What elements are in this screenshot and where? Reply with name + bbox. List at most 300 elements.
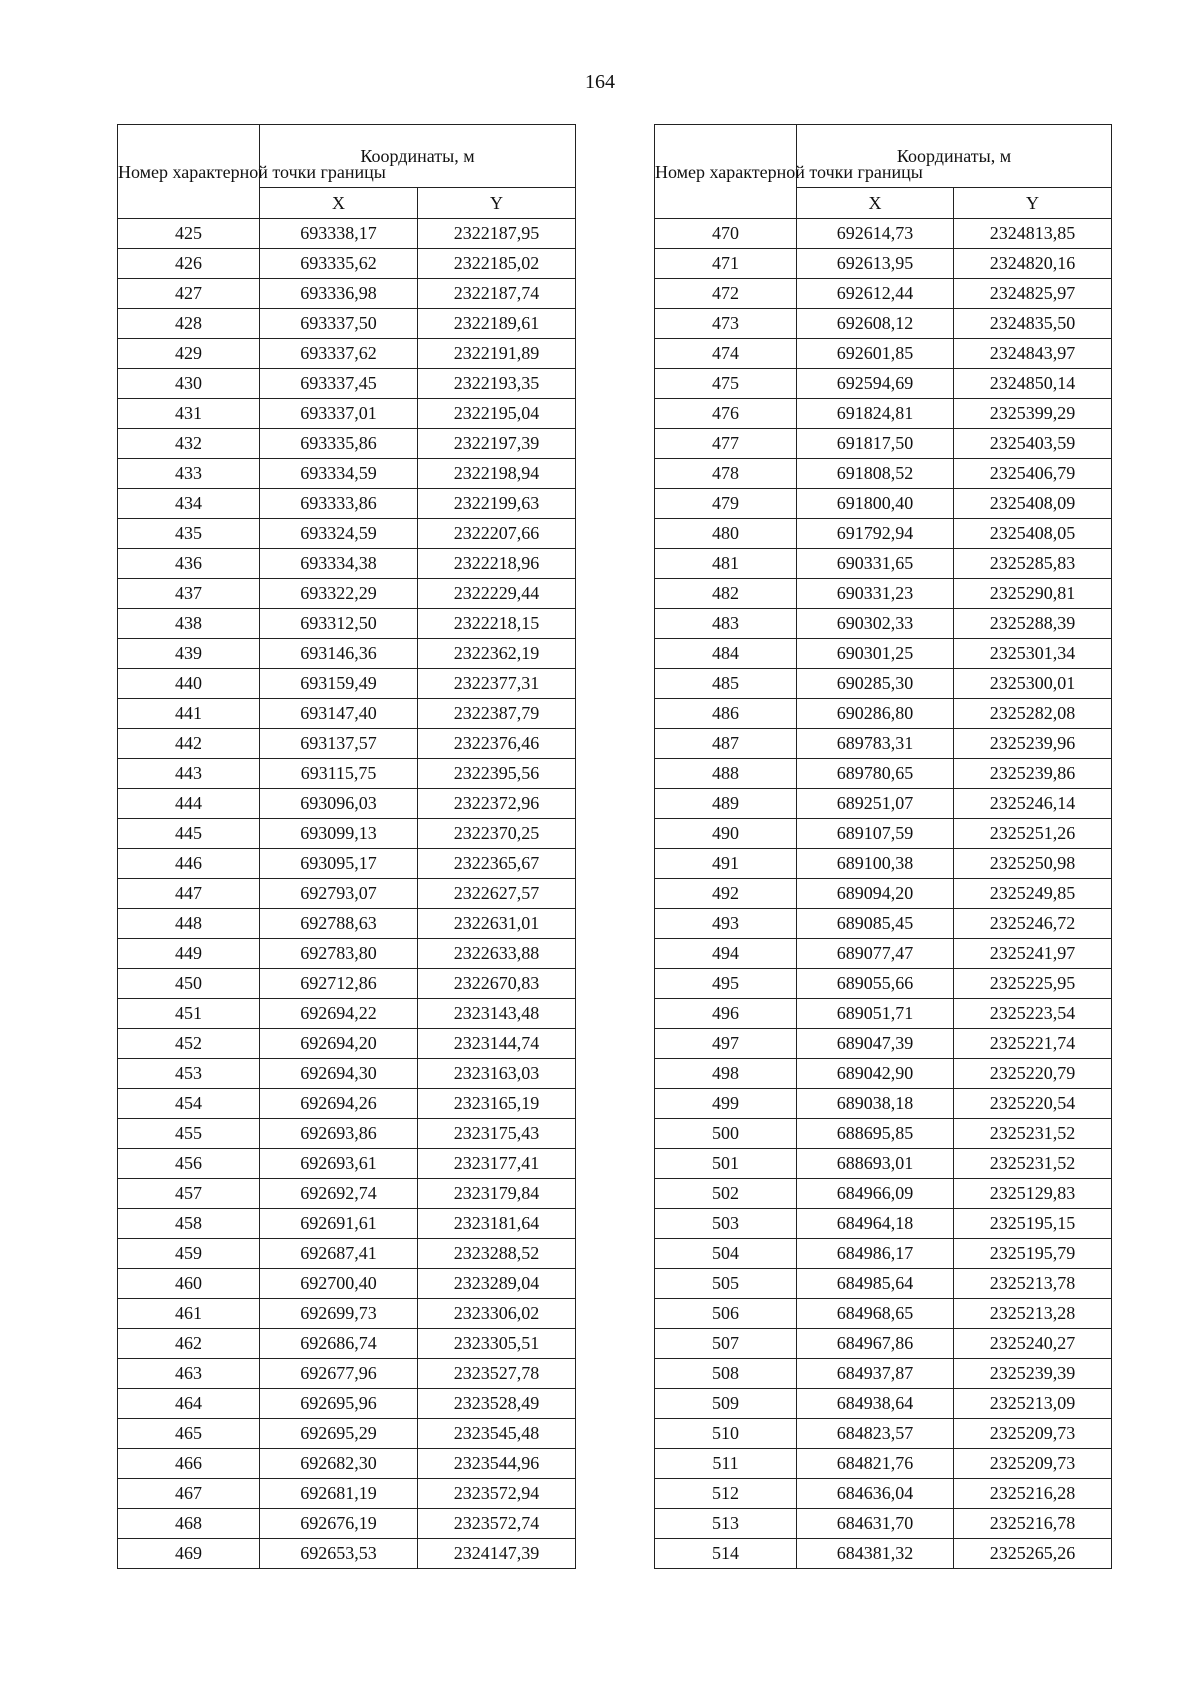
y-coordinate-cell: 2323288,52 [418, 1239, 576, 1269]
point-number-cell: 459 [118, 1239, 260, 1269]
point-number-cell: 475 [655, 369, 797, 399]
table-row [655, 1359, 1112, 1389]
table-row [655, 1329, 1112, 1359]
table-row [655, 339, 1112, 369]
x-coordinate-cell: 693115,75 [260, 759, 418, 789]
x-coordinate-cell: 690301,25 [797, 639, 954, 669]
point-number-cell: 428 [118, 309, 260, 339]
point-number-cell: 446 [118, 849, 260, 879]
y-coordinate-cell: 2325231,52 [954, 1149, 1112, 1179]
point-number-cell: 434 [118, 489, 260, 519]
y-coordinate-cell: 2322395,56 [418, 759, 576, 789]
y-coordinate-cell: 2322187,74 [418, 279, 576, 309]
point-number-cell: 500 [655, 1119, 797, 1149]
x-coordinate-cell: 693338,17 [260, 219, 418, 249]
x-coordinate-cell: 692677,96 [260, 1359, 418, 1389]
table-row [655, 1089, 1112, 1119]
x-coordinate-cell: 692687,41 [260, 1239, 418, 1269]
point-number-cell: 453 [118, 1059, 260, 1089]
y-coordinate-cell: 2325246,72 [954, 909, 1112, 939]
x-coordinate-cell: 693334,38 [260, 549, 418, 579]
table-row [655, 429, 1112, 459]
point-number-cell: 440 [118, 669, 260, 699]
y-coordinate-cell: 2325288,39 [954, 609, 1112, 639]
point-number-cell: 447 [118, 879, 260, 909]
y-coordinate-cell: 2324843,97 [954, 339, 1112, 369]
x-coordinate-cell: 693335,62 [260, 249, 418, 279]
x-coordinate-cell: 691808,52 [797, 459, 954, 489]
y-coordinate-cell: 2322387,79 [418, 699, 576, 729]
x-coordinate-cell: 690285,30 [797, 669, 954, 699]
x-coordinate-cell: 691817,50 [797, 429, 954, 459]
table-row [655, 1299, 1112, 1329]
x-coordinate-cell: 689107,59 [797, 819, 954, 849]
point-number-cell: 425 [118, 219, 260, 249]
point-number-cell: 471 [655, 249, 797, 279]
y-coordinate-cell: 2325195,79 [954, 1239, 1112, 1269]
point-number-cell: 513 [655, 1509, 797, 1539]
point-number-cell: 462 [118, 1329, 260, 1359]
y-coordinate-cell: 2324835,50 [954, 309, 1112, 339]
table-row [118, 1509, 576, 1539]
y-coordinate-cell: 2323527,78 [418, 1359, 576, 1389]
point-number-cell: 442 [118, 729, 260, 759]
x-coordinate-cell: 692601,85 [797, 339, 954, 369]
table-row [118, 849, 576, 879]
x-coordinate-cell: 684823,57 [797, 1419, 954, 1449]
table-row [118, 639, 576, 669]
x-coordinate-cell: 689251,07 [797, 789, 954, 819]
point-number-cell: 464 [118, 1389, 260, 1419]
y-coordinate-cell: 2322187,95 [418, 219, 576, 249]
point-number-cell: 468 [118, 1509, 260, 1539]
table-row [118, 609, 576, 639]
x-coordinate-cell: 684967,86 [797, 1329, 954, 1359]
point-number-cell: 467 [118, 1479, 260, 1509]
table-row [655, 1509, 1112, 1539]
x-coordinate-cell: 692614,73 [797, 219, 954, 249]
point-number-cell: 480 [655, 519, 797, 549]
y-coordinate-cell: 2325195,15 [954, 1209, 1112, 1239]
x-coordinate-cell: 693096,03 [260, 789, 418, 819]
x-coordinate-cell: 689085,45 [797, 909, 954, 939]
table-row [118, 1029, 576, 1059]
point-number-cell: 457 [118, 1179, 260, 1209]
point-number-cell: 432 [118, 429, 260, 459]
table-row [655, 309, 1112, 339]
table-row [118, 699, 576, 729]
x-coordinate-cell: 693337,62 [260, 339, 418, 369]
x-coordinate-cell: 689783,31 [797, 729, 954, 759]
y-coordinate-cell: 2325408,05 [954, 519, 1112, 549]
y-coordinate-cell: 2323181,64 [418, 1209, 576, 1239]
table-row [118, 369, 576, 399]
table-row [118, 309, 576, 339]
y-coordinate-cell: 2322207,66 [418, 519, 576, 549]
point-number-cell: 445 [118, 819, 260, 849]
y-coordinate-cell: 2323163,03 [418, 1059, 576, 1089]
y-coordinate-cell: 2322195,04 [418, 399, 576, 429]
table-row [655, 999, 1112, 1029]
point-number-cell: 508 [655, 1359, 797, 1389]
table-row [655, 789, 1112, 819]
y-coordinate-cell: 2322362,19 [418, 639, 576, 669]
x-coordinate-cell: 692681,19 [260, 1479, 418, 1509]
point-number-cell: 512 [655, 1479, 797, 1509]
table-row [655, 849, 1112, 879]
point-number-cell: 487 [655, 729, 797, 759]
table-row [655, 1539, 1112, 1569]
point-number-cell: 483 [655, 609, 797, 639]
y-coordinate-cell: 2325213,28 [954, 1299, 1112, 1329]
x-coordinate-cell: 684966,09 [797, 1179, 954, 1209]
x-coordinate-cell: 689094,20 [797, 879, 954, 909]
point-number-cell: 466 [118, 1449, 260, 1479]
x-coordinate-cell: 691800,40 [797, 489, 954, 519]
x-coordinate-cell: 689055,66 [797, 969, 954, 999]
y-coordinate-cell: 2322218,96 [418, 549, 576, 579]
table-row [118, 579, 576, 609]
y-coordinate-cell: 2325399,29 [954, 399, 1112, 429]
page-number: 164 [585, 71, 615, 93]
table-body-right [655, 219, 1112, 1569]
header-x: X [797, 188, 954, 219]
point-number-cell: 441 [118, 699, 260, 729]
x-coordinate-cell: 693324,59 [260, 519, 418, 549]
table-row [655, 969, 1112, 999]
table-row [118, 1299, 576, 1329]
point-number-cell: 477 [655, 429, 797, 459]
x-coordinate-cell: 690286,80 [797, 699, 954, 729]
table-row [655, 399, 1112, 429]
x-coordinate-cell: 684631,70 [797, 1509, 954, 1539]
point-number-cell: 454 [118, 1089, 260, 1119]
table-row [118, 1209, 576, 1239]
y-coordinate-cell: 2325251,26 [954, 819, 1112, 849]
y-coordinate-cell: 2325129,83 [954, 1179, 1112, 1209]
x-coordinate-cell: 690331,23 [797, 579, 954, 609]
y-coordinate-cell: 2325221,74 [954, 1029, 1112, 1059]
x-coordinate-cell: 689038,18 [797, 1089, 954, 1119]
point-number-cell: 497 [655, 1029, 797, 1059]
x-coordinate-cell: 693322,29 [260, 579, 418, 609]
table-row [118, 399, 576, 429]
point-number-cell: 506 [655, 1299, 797, 1329]
y-coordinate-cell: 2325225,95 [954, 969, 1112, 999]
x-coordinate-cell: 692700,40 [260, 1269, 418, 1299]
header-coordinates: Координаты, м [260, 125, 576, 188]
point-number-cell: 449 [118, 939, 260, 969]
header-coordinates: Координаты, м [797, 125, 1112, 188]
y-coordinate-cell: 2325241,97 [954, 939, 1112, 969]
point-number-cell: 470 [655, 219, 797, 249]
x-coordinate-cell: 692594,69 [797, 369, 954, 399]
table-row [118, 429, 576, 459]
x-coordinate-cell: 693333,86 [260, 489, 418, 519]
point-number-cell: 439 [118, 639, 260, 669]
table-row [118, 1269, 576, 1299]
table-row [118, 729, 576, 759]
point-number-cell: 496 [655, 999, 797, 1029]
table-row [118, 489, 576, 519]
table-row [118, 1059, 576, 1089]
x-coordinate-cell: 689051,71 [797, 999, 954, 1029]
x-coordinate-cell: 692612,44 [797, 279, 954, 309]
point-number-cell: 476 [655, 399, 797, 429]
table-row [118, 219, 576, 249]
y-coordinate-cell: 2325239,86 [954, 759, 1112, 789]
x-coordinate-cell: 688695,85 [797, 1119, 954, 1149]
header-point-number: Номер характерной точки границы [655, 125, 797, 219]
y-coordinate-cell: 2325213,09 [954, 1389, 1112, 1419]
table-row [118, 1359, 576, 1389]
x-coordinate-cell: 692692,74 [260, 1179, 418, 1209]
point-number-cell: 499 [655, 1089, 797, 1119]
y-coordinate-cell: 2323144,74 [418, 1029, 576, 1059]
x-coordinate-cell: 692694,22 [260, 999, 418, 1029]
x-coordinate-cell: 692694,30 [260, 1059, 418, 1089]
point-number-cell: 514 [655, 1539, 797, 1569]
y-coordinate-cell: 2322365,67 [418, 849, 576, 879]
y-coordinate-cell: 2322198,94 [418, 459, 576, 489]
y-coordinate-cell: 2325216,78 [954, 1509, 1112, 1539]
x-coordinate-cell: 692653,53 [260, 1539, 418, 1569]
point-number-cell: 444 [118, 789, 260, 819]
x-coordinate-cell: 692613,95 [797, 249, 954, 279]
x-coordinate-cell: 693337,50 [260, 309, 418, 339]
table-row [655, 1059, 1112, 1089]
point-number-cell: 498 [655, 1059, 797, 1089]
x-coordinate-cell: 684938,64 [797, 1389, 954, 1419]
point-number-cell: 501 [655, 1149, 797, 1179]
point-number-cell: 429 [118, 339, 260, 369]
y-coordinate-cell: 2325301,34 [954, 639, 1112, 669]
x-coordinate-cell: 692694,26 [260, 1089, 418, 1119]
y-coordinate-cell: 2325290,81 [954, 579, 1112, 609]
y-coordinate-cell: 2323165,19 [418, 1089, 576, 1119]
x-coordinate-cell: 693095,17 [260, 849, 418, 879]
y-coordinate-cell: 2325265,26 [954, 1539, 1112, 1569]
y-coordinate-cell: 2325240,27 [954, 1329, 1112, 1359]
x-coordinate-cell: 693336,98 [260, 279, 418, 309]
table-row [655, 1389, 1112, 1419]
x-coordinate-cell: 692783,80 [260, 939, 418, 969]
point-number-cell: 478 [655, 459, 797, 489]
header-y: Y [418, 188, 576, 219]
y-coordinate-cell: 2322199,63 [418, 489, 576, 519]
y-coordinate-cell: 2323572,94 [418, 1479, 576, 1509]
y-coordinate-cell: 2325220,54 [954, 1089, 1112, 1119]
x-coordinate-cell: 693334,59 [260, 459, 418, 489]
y-coordinate-cell: 2322370,25 [418, 819, 576, 849]
y-coordinate-cell: 2324820,16 [954, 249, 1112, 279]
x-coordinate-cell: 689780,65 [797, 759, 954, 789]
table-row [118, 339, 576, 369]
y-coordinate-cell: 2325403,59 [954, 429, 1112, 459]
table-row [118, 969, 576, 999]
table-row [118, 249, 576, 279]
table-row [118, 909, 576, 939]
point-number-cell: 461 [118, 1299, 260, 1329]
x-coordinate-cell: 692694,20 [260, 1029, 418, 1059]
table-row [655, 729, 1112, 759]
x-coordinate-cell: 693335,86 [260, 429, 418, 459]
y-coordinate-cell: 2325246,14 [954, 789, 1112, 819]
x-coordinate-cell: 692695,96 [260, 1389, 418, 1419]
point-number-cell: 482 [655, 579, 797, 609]
y-coordinate-cell: 2322218,15 [418, 609, 576, 639]
point-number-cell: 460 [118, 1269, 260, 1299]
point-number-cell: 511 [655, 1449, 797, 1479]
x-coordinate-cell: 693137,57 [260, 729, 418, 759]
table-row [118, 1479, 576, 1509]
y-coordinate-cell: 2325249,85 [954, 879, 1112, 909]
table-row [118, 879, 576, 909]
y-coordinate-cell: 2324825,97 [954, 279, 1112, 309]
y-coordinate-cell: 2322191,89 [418, 339, 576, 369]
y-coordinate-cell: 2325408,09 [954, 489, 1112, 519]
table-row [655, 1119, 1112, 1149]
point-number-cell: 456 [118, 1149, 260, 1179]
x-coordinate-cell: 684964,18 [797, 1209, 954, 1239]
point-number-cell: 465 [118, 1419, 260, 1449]
table-row [655, 579, 1112, 609]
x-coordinate-cell: 684821,76 [797, 1449, 954, 1479]
point-number-cell: 430 [118, 369, 260, 399]
table-row [655, 279, 1112, 309]
header-point-number: Номер характерной точки границы [118, 125, 260, 219]
x-coordinate-cell: 692788,63 [260, 909, 418, 939]
table-row [655, 1209, 1112, 1239]
x-coordinate-cell: 691824,81 [797, 399, 954, 429]
table-row [118, 459, 576, 489]
point-number-cell: 495 [655, 969, 797, 999]
point-number-cell: 479 [655, 489, 797, 519]
coordinates-table-left [117, 124, 576, 1569]
table-row [655, 909, 1112, 939]
y-coordinate-cell: 2323289,04 [418, 1269, 576, 1299]
x-coordinate-cell: 684381,32 [797, 1539, 954, 1569]
point-number-cell: 503 [655, 1209, 797, 1239]
table-row [118, 819, 576, 849]
point-number-cell: 488 [655, 759, 797, 789]
point-number-cell: 509 [655, 1389, 797, 1419]
table-row [655, 639, 1112, 669]
table-row [655, 1269, 1112, 1299]
x-coordinate-cell: 691792,94 [797, 519, 954, 549]
y-coordinate-cell: 2323177,41 [418, 1149, 576, 1179]
y-coordinate-cell: 2325220,79 [954, 1059, 1112, 1089]
table-row [655, 879, 1112, 909]
table-row [655, 1419, 1112, 1449]
x-coordinate-cell: 692608,12 [797, 309, 954, 339]
y-coordinate-cell: 2324147,39 [418, 1539, 576, 1569]
table-row [118, 1119, 576, 1149]
y-coordinate-cell: 2325209,73 [954, 1419, 1112, 1449]
y-coordinate-cell: 2323528,49 [418, 1389, 576, 1419]
y-coordinate-cell: 2323305,51 [418, 1329, 576, 1359]
table-row [118, 759, 576, 789]
table-row [118, 999, 576, 1029]
point-number-cell: 435 [118, 519, 260, 549]
table-row [655, 939, 1112, 969]
table-row [655, 549, 1112, 579]
x-coordinate-cell: 692682,30 [260, 1449, 418, 1479]
point-number-cell: 474 [655, 339, 797, 369]
point-number-cell: 492 [655, 879, 797, 909]
x-coordinate-cell: 692691,61 [260, 1209, 418, 1239]
point-number-cell: 433 [118, 459, 260, 489]
x-coordinate-cell: 690331,65 [797, 549, 954, 579]
x-coordinate-cell: 692686,74 [260, 1329, 418, 1359]
y-coordinate-cell: 2323306,02 [418, 1299, 576, 1329]
point-number-cell: 484 [655, 639, 797, 669]
x-coordinate-cell: 684636,04 [797, 1479, 954, 1509]
y-coordinate-cell: 2325216,28 [954, 1479, 1112, 1509]
x-coordinate-cell: 692693,61 [260, 1149, 418, 1179]
table-row [655, 759, 1112, 789]
point-number-cell: 463 [118, 1359, 260, 1389]
y-coordinate-cell: 2322627,57 [418, 879, 576, 909]
point-number-cell: 431 [118, 399, 260, 429]
x-coordinate-cell: 688693,01 [797, 1149, 954, 1179]
table-row [655, 519, 1112, 549]
point-number-cell: 472 [655, 279, 797, 309]
y-coordinate-cell: 2322189,61 [418, 309, 576, 339]
y-coordinate-cell: 2325231,52 [954, 1119, 1112, 1149]
point-number-cell: 426 [118, 249, 260, 279]
point-number-cell: 486 [655, 699, 797, 729]
table-row [655, 459, 1112, 489]
y-coordinate-cell: 2325239,39 [954, 1359, 1112, 1389]
point-number-cell: 507 [655, 1329, 797, 1359]
y-coordinate-cell: 2325239,96 [954, 729, 1112, 759]
x-coordinate-cell: 693147,40 [260, 699, 418, 729]
table-row [655, 669, 1112, 699]
y-coordinate-cell: 2325285,83 [954, 549, 1112, 579]
point-number-cell: 510 [655, 1419, 797, 1449]
x-coordinate-cell: 693312,50 [260, 609, 418, 639]
x-coordinate-cell: 693337,45 [260, 369, 418, 399]
y-coordinate-cell: 2322193,35 [418, 369, 576, 399]
y-coordinate-cell: 2322377,31 [418, 669, 576, 699]
x-coordinate-cell: 689042,90 [797, 1059, 954, 1089]
y-coordinate-cell: 2322372,96 [418, 789, 576, 819]
y-coordinate-cell: 2325282,08 [954, 699, 1112, 729]
table-row [118, 789, 576, 819]
point-number-cell: 438 [118, 609, 260, 639]
y-coordinate-cell: 2324850,14 [954, 369, 1112, 399]
point-number-cell: 505 [655, 1269, 797, 1299]
point-number-cell: 437 [118, 579, 260, 609]
point-number-cell: 443 [118, 759, 260, 789]
point-number-cell: 450 [118, 969, 260, 999]
x-coordinate-cell: 692676,19 [260, 1509, 418, 1539]
x-coordinate-cell: 689047,39 [797, 1029, 954, 1059]
table-row [118, 1539, 576, 1569]
table-row [118, 549, 576, 579]
y-coordinate-cell: 2323143,48 [418, 999, 576, 1029]
point-number-cell: 448 [118, 909, 260, 939]
table-row [655, 249, 1112, 279]
table-row [118, 519, 576, 549]
table-row [118, 1389, 576, 1419]
table-row [118, 279, 576, 309]
point-number-cell: 481 [655, 549, 797, 579]
x-coordinate-cell: 684968,65 [797, 1299, 954, 1329]
table-row [655, 369, 1112, 399]
table-row [118, 1179, 576, 1209]
